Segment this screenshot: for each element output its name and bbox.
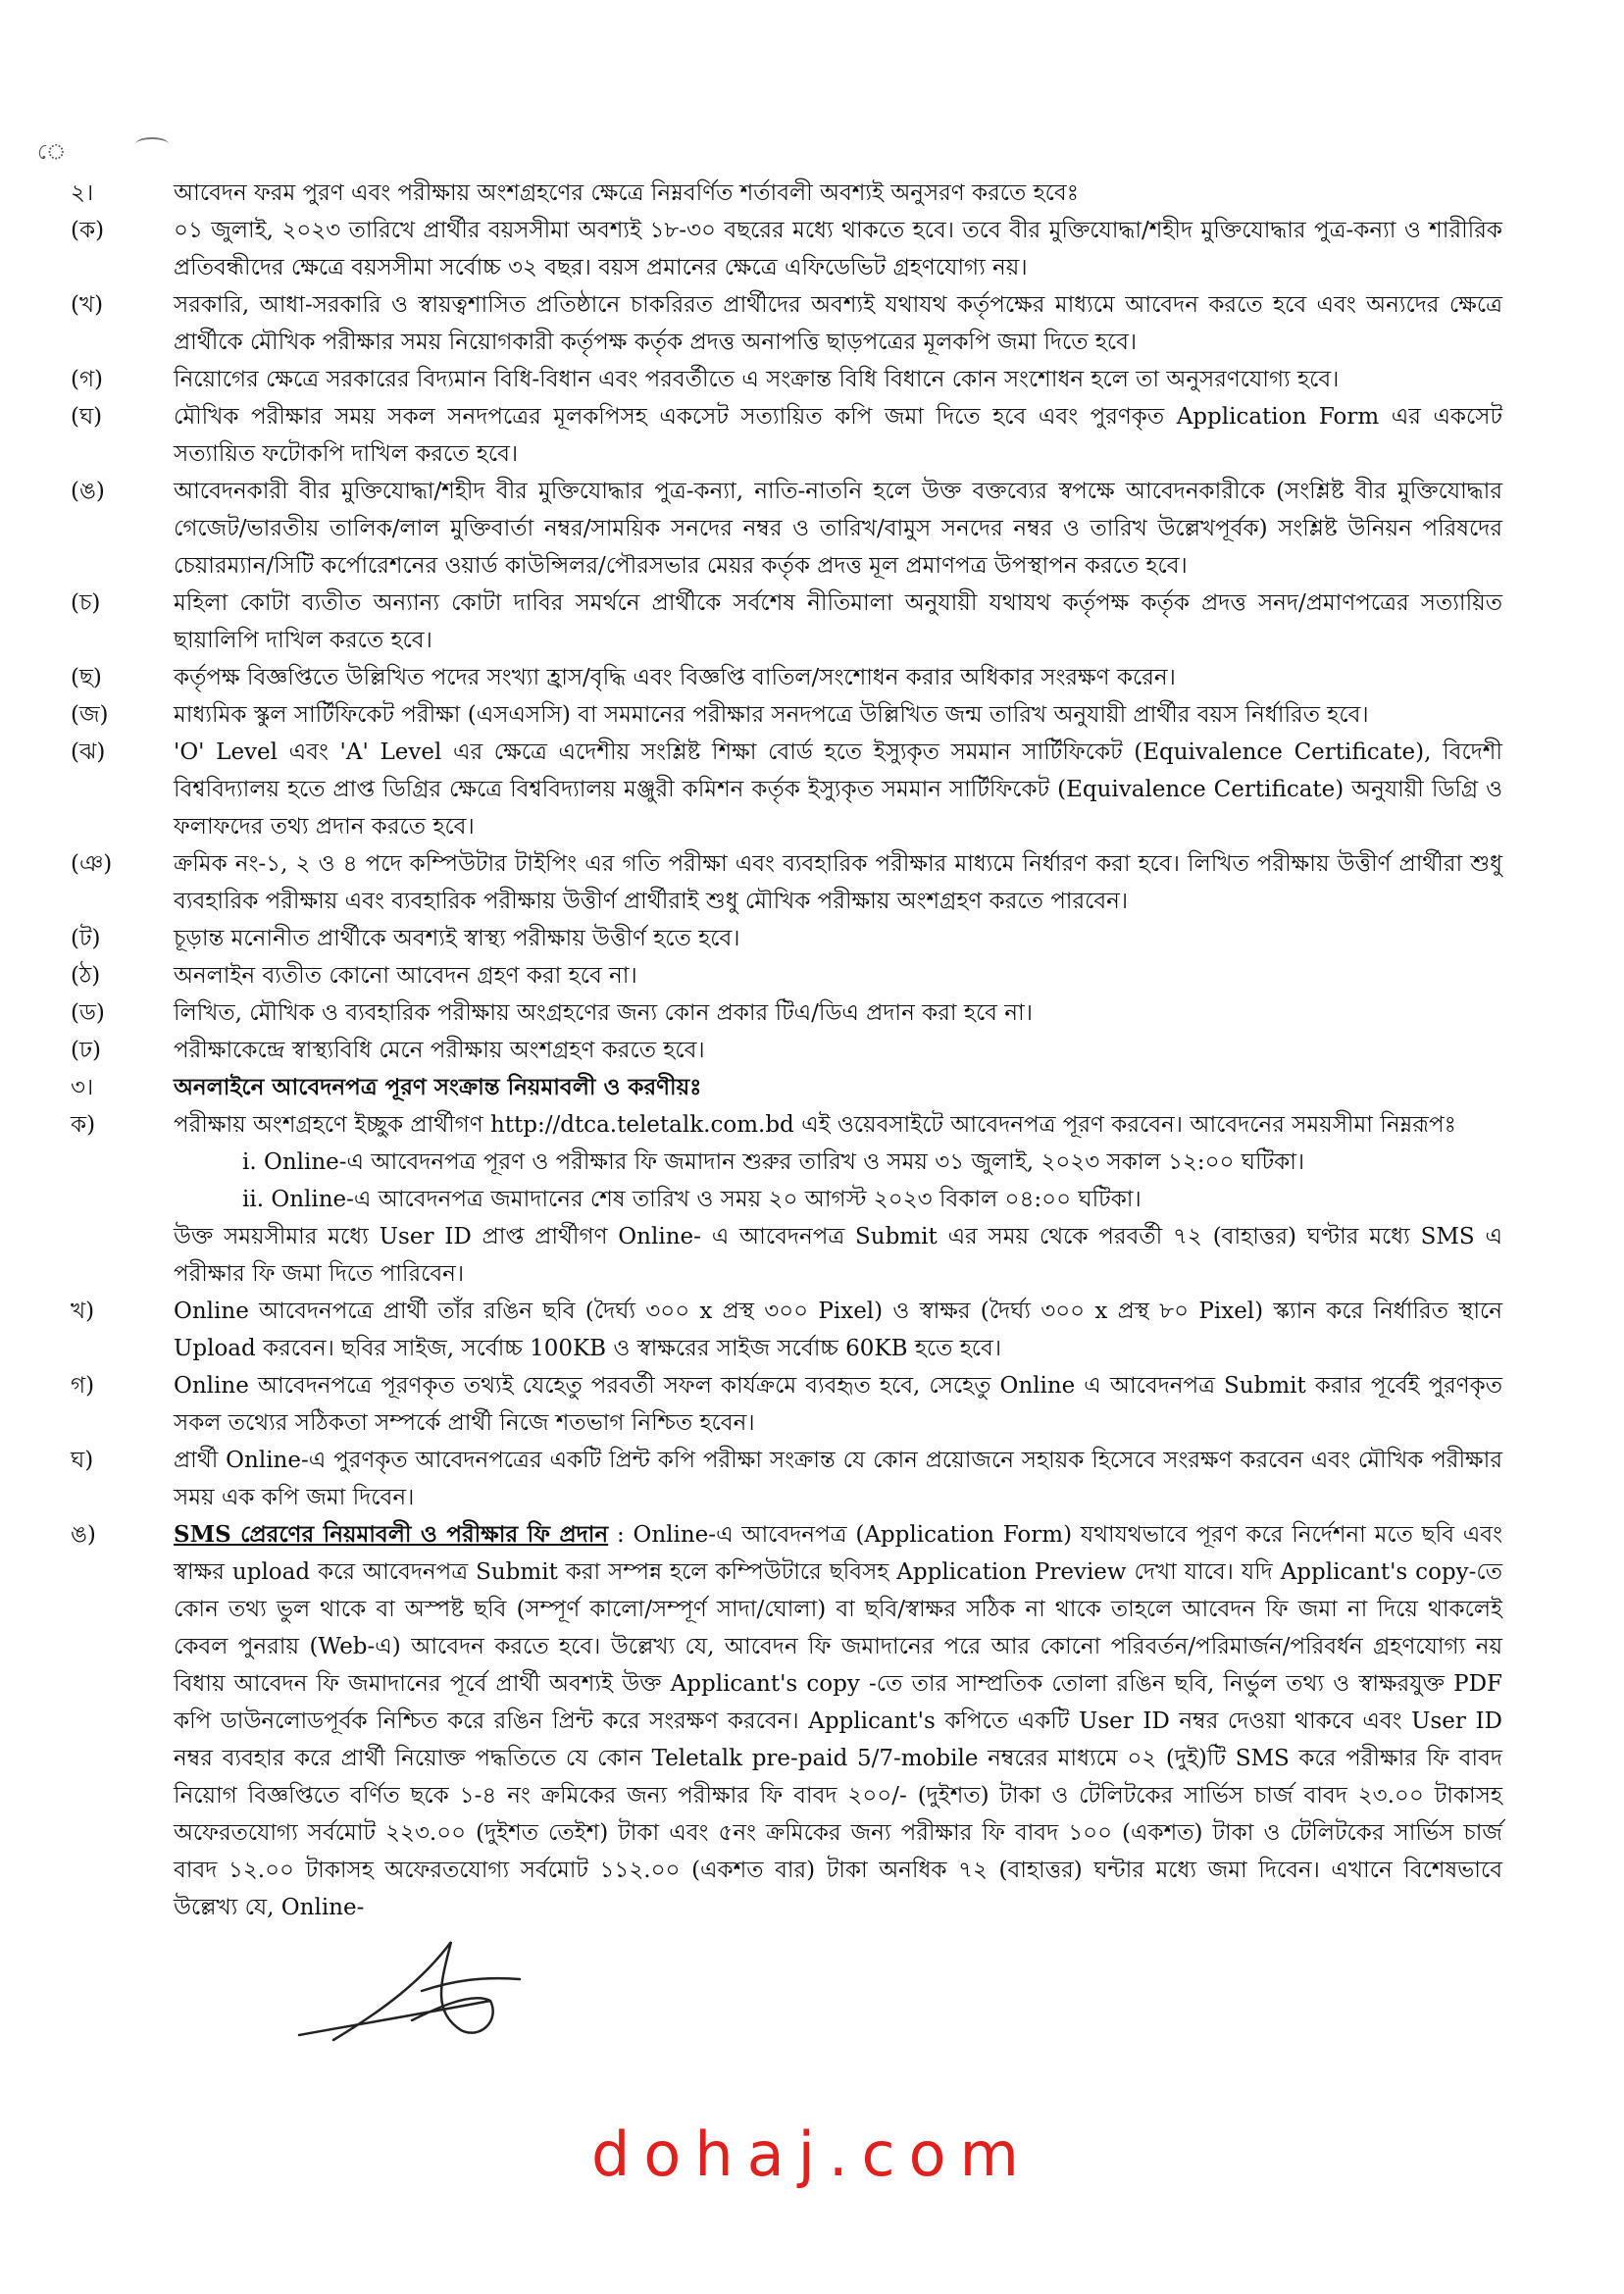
list-item	[71, 920, 1502, 957]
list-item	[71, 1032, 1502, 1069]
list-item	[71, 994, 1502, 1032]
item-label: (ঞ)	[71, 851, 113, 877]
deadline-start-row	[71, 1144, 1502, 1181]
item-label: ঘ)	[71, 1448, 94, 1473]
section-2-heading-row	[71, 175, 1502, 212]
sms-rules-title: SMS প্রেরণের নিয়মাবলী ও পরীক্ষার ফি প্রদান	[174, 1521, 609, 1548]
item-label: (ঝ)	[71, 739, 106, 765]
list-item	[71, 585, 1502, 659]
item-text	[174, 1516, 1502, 1926]
item-text: মৌখিক পরীক্ষার সময় সকল সনদপত্রের মূলকপিসহ একসেট সত্যায়িত কপি জমা দিতে হবে এবং পুরণকৃত Application Form এর একসেট সত্যায়িত ফটোকপি দাখিল করতে হবে।	[174, 404, 1502, 467]
item-label: (চ)	[71, 590, 101, 616]
list-item	[71, 734, 1502, 845]
list-item	[71, 1367, 1502, 1442]
item-label: খ)	[71, 1299, 95, 1324]
list-item	[71, 845, 1502, 920]
item-label: (জ)	[71, 702, 109, 728]
item-label: ক)	[71, 1112, 96, 1138]
deadline-end-row	[71, 1181, 1502, 1218]
item-text: Online আবেদনপত্রে পূরণকৃত তথ্যই যেহেতু পরবর্তী সফল কার্যক্রমে ব্যবহৃত হবে, সেহেতু Online এ আবেদনপত্র Submit করার পূর্বেই পুরণকৃত সকল তথ্যের সঠিকতা সম্পর্কে প্রার্থী নিজে শতভাগ নিশ্চিত হবেন।	[174, 1373, 1502, 1436]
item-text: 'O' Level এবং 'A' Level এর ক্ষেত্রে এদেশীয় সংশ্লিষ্ট শিক্ষা বোর্ড হতে ইস্যুকৃত সমমান সার্টিফিকেট (Equivalence Certificate), বিদেশী বিশ্ববিদ্যালয় হতে প্রাপ্ত ডিগ্রির ক্ষেত্রে বিশ্ববিদ্যালয় মঞ্জুরী কমিশন কর্তৃক ইস্যুকৃত সমমান সার্টিফিকেট (Equivalence Certificate) অনুযায়ী ডিগ্রি ও ফলাফদের তথ্য প্রদান করতে হবে।	[174, 739, 1502, 840]
item-label: (ঙ)	[71, 479, 105, 504]
item-text: প্রার্থী Online-এ পুরণকৃত আবেদনপত্রের একটি প্রিন্ট কপি পরীক্ষা সংক্রান্ত যে কোন প্রয়োজনে সহায়ক হিসেবে সংরক্ষণ করবেন এবং মৌখিক পরীক্ষার সময় এক কপি জমা দিবেন।	[174, 1448, 1502, 1510]
section-3-number: ৩।	[71, 1075, 94, 1100]
item-text: পরীক্ষাকেন্দ্রে স্বাস্থ্যবিধি মেনে পরীক্ষায় অংশগ্রহণ করতে হবে।	[174, 1038, 705, 1063]
list-item	[71, 659, 1502, 696]
section-2-heading: আবেদন ফরম পুরণ এবং পরীক্ষায় অংশগ্রহণের ক্ষেত্রে নিম্নবর্ণিত শর্তাবলী অবশ্যই অনুসরণ করতে হবেঃ	[174, 180, 1079, 206]
list-item	[71, 1442, 1502, 1516]
scan-artifact-curve	[135, 137, 169, 151]
item-label: (ছ)	[71, 665, 102, 690]
item-label: (ঘ)	[71, 404, 103, 430]
list-item	[71, 398, 1502, 473]
item-text: সরকারি, আধা-সরকারি ও স্বায়ত্বশাসিত প্রতিষ্ঠানে চাকরিরত প্রার্থীদের অবশ্যই যথাযথ কর্তৃপক্ষের মাধ্যমে আবেদন করতে হবে এবং অন্যদের ক্ষেত্রে প্রার্থীকে মৌখিক পরীক্ষার সময় নিয়োগকারী কর্তৃপক্ষ কর্তৃক প্রদত্ত অনাপত্তি ছাড়পত্রের মূলকপি জমা দিতে হবে।	[174, 292, 1502, 355]
item-text: মহিলা কোটা ব্যতীত অন্যান্য কোটা দাবির সমর্থনে প্রার্থীকে সর্বশেষ নীতিমালা অনুযায়ী যথাযথ কর্তৃপক্ষ কর্তৃক প্রদত্ত সনদ/প্রমাণপত্রের সত্যায়িত ছায়ালিপি দাখিল করতে হবে।	[174, 590, 1502, 653]
item-label: (ড)	[71, 1000, 105, 1026]
list-item	[71, 212, 1502, 286]
item-text: পরীক্ষায় অংশগ্রহণে ইচ্ছুক প্রার্থীগণ http://dtca.teletalk.com.bd এই ওয়েবসাইটে আবেদনপত্র পূরণ করবেন। আবেদনের সময়সীমা নিম্নরূপঃ	[174, 1112, 1456, 1138]
application-start-date: i. Online-এ আবেদনপত্র পূরণ ও পরীক্ষার ফি জমাদান শুরুর তারিখ ও সময় ৩১ জুলাই, ২০২৩ সকাল ১২:০০ ঘটিকা।	[242, 1149, 1305, 1175]
list-item	[71, 473, 1502, 585]
application-end-date: ii. Online-এ আবেদনপত্র জমাদানের শেষ তারিখ ও সময় ২০ আগস্ট ২০২৩ বিকাল ০৪:০০ ঘটিকা।	[242, 1187, 1142, 1212]
scan-artifact: ে	[37, 140, 67, 165]
list-item	[71, 1106, 1502, 1144]
list-item	[71, 1293, 1502, 1367]
item-text: অনলাইন ব্যতীত কোনো আবেদন গ্রহণ করা হবে না।	[174, 963, 637, 989]
signature-scribble	[294, 1922, 549, 2060]
item-text: ০১ জুলাই, ২০২৩ তারিখে প্রার্থীর বয়সসীমা অবশ্যই ১৮-৩০ বছরের মধ্যে থাকতে হবে। তবে বীর মুক্তিযোদ্ধা/শহীদ মুক্তিযোদ্ধার পুত্র-কন্যা ও শারীরিক প্রতিবন্ধীদের ক্ষেত্রে বয়সসীমা সর্বোচ্চ ৩২ বছর। বয়স প্রমানের ক্ষেত্রে এফিডেভিট গ্রহণযোগ্য নয়।	[174, 218, 1502, 280]
item-text: ক্রমিক নং-১, ২ ও ৪ পদে কম্পিউটার টাইপিং এর গতি পরীক্ষা এবং ব্যবহারিক পরীক্ষার মাধ্যমে নির্ধারণ করা হবে। লিখিত পরীক্ষায় উত্তীর্ণ প্রার্থীরা শুধু ব্যবহারিক পরীক্ষায় এবং ব্যবহারিক পরীক্ষায় উত্তীর্ণ প্রার্থীরাই শুধু মৌখিক পরীক্ষায় অংশগ্রহণ করতে পারবেন।	[174, 851, 1502, 914]
list-item	[71, 286, 1502, 361]
list-item	[71, 1516, 1502, 1926]
list-item	[71, 957, 1502, 994]
item-text: চূড়ান্ত মনোনীত প্রার্থীকে অবশ্যই স্বাস্থ্য পরীক্ষায় উত্তীর্ণ হতে হবে।	[174, 926, 740, 951]
item-label: (ট)	[71, 926, 101, 951]
item-label: (ঠ)	[71, 963, 101, 989]
item-text: কর্তৃপক্ষ বিজ্ঞপ্তিতে উল্লিখিত পদের সংখ্যা হ্রাস/বৃদ্ধি এবং বিজ্ঞপ্তি বাতিল/সংশোধন করার অধিকার সংরক্ষণ করেন।	[174, 665, 1176, 690]
item-text: Online আবেদনপত্রে প্রার্থী তাঁর রঙিন ছবি (দৈর্ঘ্য ৩০০ x প্রস্থ ৩০০ Pixel) ও স্বাক্ষর (দৈর্ঘ্য ৩০০ x প্রস্থ ৮০ Pixel) স্ক্যান করে নির্ধারিত স্থানে Upload করবেন। ছবির সাইজ, সর্বোচ্চ 100KB ও স্বাক্ষরের সাইজ সর্বোচ্চ 60KB হতে হবে।	[174, 1299, 1502, 1361]
section-2-number: ২।	[71, 180, 94, 206]
document-body	[71, 175, 1502, 1926]
item-label: ঙ)	[71, 1522, 96, 1548]
item-text: আবেদনকারী বীর মুক্তিযোদ্ধা/শহীদ বীর মুক্তিযোদ্ধার পুত্র-কন্যা, নাতি-নাতনি হলে উক্ত বক্তব্যের স্বপক্ষে আবেদনকারীকে (সংশ্লিষ্ট বীর মুক্তিযোদ্ধার গেজেট/ভারতীয় তালিক/লাল মুক্তিবার্তা নম্বর/সাময়িক সনদের নম্বর ও তারিখ/বামুস সনদের নম্বর ও তারিখ উল্লেখপূর্বক) সংশ্লিষ্ট উনিয়ন পরিষদের চেয়ারম্যান/সিটি কর্পোরেশনের ওয়ার্ড কাউন্সিলর/পৌরসভার মেয়র কর্তৃক প্রদত্ত মূল প্রমাণপত্র উপস্থাপন করতে হবে।	[174, 479, 1502, 579]
item-label: (গ)	[71, 367, 104, 392]
item-label: (ক)	[71, 218, 105, 243]
section-3-heading-row	[71, 1069, 1502, 1106]
list-item	[71, 696, 1502, 734]
sms-rules-text: : Online-এ আবেদনপত্র (Application Form) যথাযথভাবে পূরণ করে নির্দেশনা মতে ছবি এবং স্বাক্ষর upload করে আবেদনপত্র Submit করা সম্পন্ন হলে কম্পিউটারে ছবিসহ Application Preview দেখা যাবে। যদি Applicant's copy-তে কোন তথ্য ভুল থাকে বা অস্পষ্ট ছবি (সম্পূর্ণ কালো/সম্পূর্ণ সাদা/ঘোলা) বা ছবি/স্বাক্ষর সঠিক না থাকে তাহলে আবেদন ফি জমা না দিয়ে থাকলেই কেবল পুনরায় (Web-এ) আবেদন করতে হবে। উল্লেখ্য যে, আবেদন ফি জমাদানের পরে আর কোনো পরিবর্তন/পরিমার্জন/পরিবর্ধন গ্রহণযোগ্য নয় বিধায় আবেদন ফি জমাদানের পূর্বে প্রার্থী অবশ্যই উক্ত Applicant's copy -তে তার সাম্প্রতিক তোলা রঙিন ছবি, নির্ভুল তথ্য ও স্বাক্ষরযুক্ত PDF কপি ডাউনলোডপূর্বক নিশ্চিত করে রঙিন প্রিন্ট করে সংরক্ষণ করবেন। Applicant's কপিতে একটি User ID নম্বর দেওয়া থাকবে এবং User ID নম্বর ব্যবহার করে প্রার্থী নিয়োক্ত পদ্ধতিতে যে কোন Teletalk pre-paid 5/7-mobile নম্বরের মাধ্যমে ০২ (দুই)টি SMS করে পরীক্ষার ফি বাবদ নিয়োগ বিজ্ঞপ্তিতে বর্ণিত ছকে ১-৪ নং ক্রমিকের জন্য পরীক্ষার ফি বাবদ ২০০/- (দুইশত) টাকা ও টেলিটকের সার্ভিস চার্জ বাবদ ২৩.০০ টাকাসহ অফেরতযোগ্য সর্বমোট ২২৩.০০ (দুইশত তেইশ) টাকা এবং ৫নং ক্রমিকের জন্য পরীক্ষার ফি বাবদ ১০০ (একশত) টাকা ও টেলিটকের সার্ভিস চার্জ বাবদ ১২.০০ টাকাসহ অফেরতযোগ্য সর্বমোট ১১২.০০ (একশত বার) টাকা অনধিক ৭২ (বাহাত্তর) ঘন্টার মধ্যে জমা দিবেন। এখানে বিশেষভাবে উল্লেখ্য যে, Online-	[174, 1522, 1502, 1920]
item-label: গ)	[71, 1373, 95, 1399]
item-text: লিখিত, মৌখিক ও ব্যবহারিক পরীক্ষায় অংগ্রহণের জন্য কোন প্রকার টিএ/ডিএ প্রদান করা হবে না।	[174, 1000, 1033, 1026]
watermark: dohaj.com	[591, 2118, 1033, 2190]
sms-deadline-note-row	[71, 1218, 1502, 1293]
item-text: মাধ্যমিক স্কুল সার্টিফিকেট পরীক্ষা (এসএসসি) বা সমমানের পরীক্ষার সনদপত্রে উল্লিখিত জন্ম তারিখ অনুযায়ী প্রার্থীর বয়স নির্ধারিত হবে।	[174, 702, 1369, 728]
sms-deadline-note: উক্ত সময়সীমার মধ্যে User ID প্রাপ্ত প্রার্থীগণ Online- এ আবেদনপত্র Submit এর সময় থেকে পরবর্তী ৭২ (বাহাত্তর) ঘণ্টার মধ্যে SMS এ পরীক্ষার ফি জমা দিতে পারিবেন।	[174, 1224, 1502, 1287]
list-item	[71, 361, 1502, 398]
item-label: (খ)	[71, 292, 104, 318]
item-label: (ঢ)	[71, 1038, 101, 1063]
section-3-heading: অনলাইনে আবেদনপত্র পূরণ সংক্রান্ত নিয়মাবলী ও করণীয়ঃ	[174, 1074, 702, 1100]
item-text: নিয়োগের ক্ষেত্রে সরকারের বিদ্যমান বিধি-বিধান এবং পরবর্তীতে এ সংক্রান্ত বিধি বিধানে কোন সংশোধন হলে তা অনুসরণযোগ্য হবে।	[174, 367, 1340, 392]
